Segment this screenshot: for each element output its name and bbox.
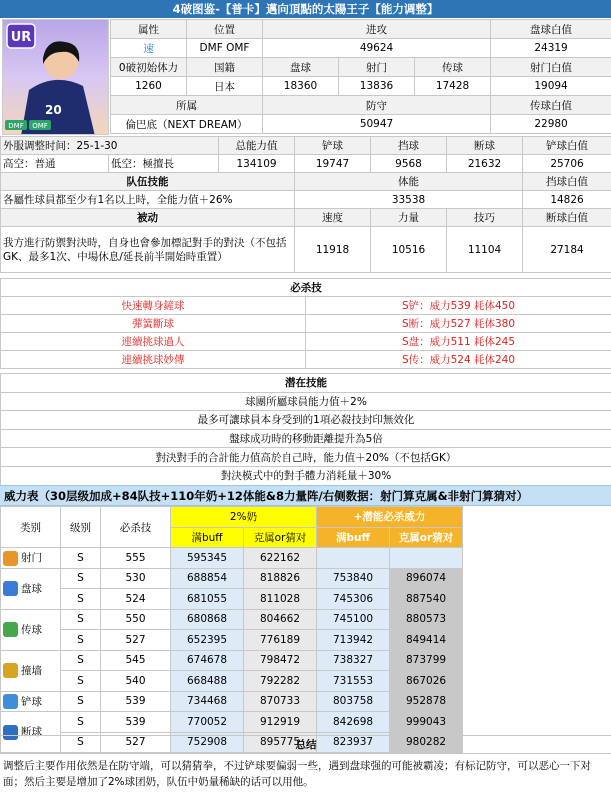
val-b: 818826 [244, 568, 317, 589]
sk: 555 [101, 548, 171, 569]
val-d: 999043 [390, 712, 463, 733]
v-tackle: 19747 [295, 155, 371, 173]
col-level: 级别 [61, 507, 101, 548]
info-table-top [110, 19, 611, 134]
h-total: 总能力值 [219, 137, 295, 155]
summary-text: 调整后主要作用依然是在防守端，可以猜猜拳，不过铲球要偏弱一些，遇到盘球强的可能被霸凌；有标记防守，可以恶心一下对面；然后主要是增加了2%球团奶，队伍中奶量稀缺的话可以用他。 [0, 753, 611, 803]
summary-header [0, 735, 611, 754]
v-shoot: 13836 [339, 77, 415, 96]
power-table-title: 威力表（30层级加成+84队技+110年奶+12体能&8力量阵/右侧数据：射门算克属&非射门算猜对） [0, 485, 611, 506]
potential-item: 球團所屬球員能力值＋2% [1, 392, 611, 411]
h-tackle-white: 铲球白值 [523, 137, 611, 155]
potential-item: 盤球成功時的移動距離提升為5倍 [1, 429, 611, 448]
v-speed: 11918 [295, 227, 371, 273]
v-tackle-white: 25706 [523, 155, 611, 173]
potential-item: 最多可讓球員本身受到的1項必殺技封印無效化 [1, 411, 611, 430]
val-a: 770052 [171, 712, 244, 733]
wall-pass-icon [3, 663, 18, 678]
col-skill: 必杀技 [101, 507, 171, 548]
card-tag-1: DMF [8, 122, 24, 130]
card-badge: UR [10, 30, 32, 45]
lv: S [61, 712, 101, 733]
val-a: 668488 [171, 671, 244, 692]
power-table [0, 506, 611, 753]
lv: S [61, 650, 101, 671]
skill-name: 連續挑球妙傳 [1, 351, 306, 369]
h-block-white: 挡球白值 [523, 173, 611, 191]
v-attack: 49624 [263, 39, 491, 58]
skills-label: 必杀技 [1, 279, 611, 297]
cat-shoot [1, 548, 61, 569]
val-d: 849414 [390, 630, 463, 651]
blank-area [463, 507, 611, 753]
val-d: 896074 [390, 568, 463, 589]
val-b: 804662 [244, 609, 317, 630]
potential-item: 對決對手的合計能力值高於自己時，能力值＋20%（不包括GK） [1, 448, 611, 467]
h-technique: 技巧 [447, 209, 523, 227]
val-d: 980282 [390, 732, 463, 753]
val-a: 595345 [171, 548, 244, 569]
sub-maxbuff: 满buff [171, 527, 244, 548]
val-d: 952878 [390, 691, 463, 712]
lv: S [61, 589, 101, 610]
cat-label: 撞墙 [21, 664, 42, 677]
v-block-white: 14826 [523, 191, 611, 209]
val-c: 738327 [317, 650, 390, 671]
skill-stat: S传：威力524 耗体240 [306, 351, 611, 369]
cat-tackle [1, 691, 61, 712]
cat-label: 断球 [21, 726, 42, 739]
card-number: 20 [45, 103, 62, 117]
val-b: 811028 [244, 589, 317, 610]
v-nation: 日本 [187, 77, 263, 96]
h-physical: 体能 [295, 173, 523, 191]
val-b: 792282 [244, 671, 317, 692]
potential-skills-table [0, 373, 611, 486]
skill-name: 彈簧斷球 [1, 315, 306, 333]
h-dribble: 盘球 [263, 58, 339, 77]
passive-text: 我方進行防禦對決時，自身也會參加標記對手的對決（不包括GK、最多1次、中場休息/延長前半開始時重置） [1, 227, 295, 273]
v-physical: 33538 [295, 191, 523, 209]
potential-label: 潜在技能 [1, 374, 611, 393]
pass-icon [3, 622, 18, 637]
val-b: 912919 [244, 712, 317, 733]
cat-wall [1, 650, 61, 691]
val-c: 753840 [317, 568, 390, 589]
val-c: 745100 [317, 609, 390, 630]
h-defense: 防守 [263, 96, 491, 115]
lv: S [61, 691, 101, 712]
sk: 550 [101, 609, 171, 630]
val-c: 803758 [317, 691, 390, 712]
lv: S [61, 671, 101, 692]
val-c: 842698 [317, 712, 390, 733]
sk: 530 [101, 568, 171, 589]
sk: 539 [101, 712, 171, 733]
lv: S [61, 630, 101, 651]
h-shoot: 射门 [339, 58, 415, 77]
sub-counter: 克属or猜对 [390, 527, 463, 548]
v-intercept-white: 27184 [523, 227, 611, 273]
lv: S [61, 568, 101, 589]
card-image [3, 20, 109, 135]
sub-counter: 克属or猜对 [244, 527, 317, 548]
val-b: 870733 [244, 691, 317, 712]
h-shoot-white: 射门白值 [491, 58, 611, 77]
passive-label: 被动 [1, 209, 295, 227]
val-c: 745306 [317, 589, 390, 610]
sk: 539 [101, 691, 171, 712]
h-dribble-white: 盘球白值 [491, 20, 611, 39]
sub-maxbuff: 满buff [317, 527, 390, 548]
val-b: 895775 [244, 732, 317, 753]
sk: 545 [101, 650, 171, 671]
val-d: 867026 [390, 671, 463, 692]
v-low-ball: 低空：極擅長 [109, 155, 219, 173]
v-high-ball: 高空：普通 [1, 155, 109, 173]
h-pass: 传球 [415, 58, 491, 77]
skill-name: 快速轉身鏟球 [1, 297, 306, 315]
page-title: 4破图鉴-【普卡】邁向頂點的太陽王子【能力调整】 [0, 0, 611, 18]
val-a: 681055 [171, 589, 244, 610]
h-tackle: 铲球 [295, 137, 371, 155]
skill-stat: S铲：威力539 耗体450 [306, 297, 611, 315]
cat-dribble [1, 568, 61, 609]
v-pass: 17428 [415, 77, 491, 96]
h-block: 挡球 [371, 137, 447, 155]
val-a: 734468 [171, 691, 244, 712]
team-skill-text: 各屬性球員都至少有1名以上時，全能力值＋26% [1, 191, 295, 209]
cat-label: 射门 [21, 552, 42, 564]
v-team: 倫巴底（NEXT DREAM） [111, 115, 263, 134]
v-intercept: 21632 [447, 155, 523, 173]
v-shoot-white: 19094 [491, 77, 611, 96]
v-technique: 11104 [447, 227, 523, 273]
h-stamina: 0破初始体力 [111, 58, 187, 77]
val-b: 798472 [244, 650, 317, 671]
val-a: 674678 [171, 650, 244, 671]
h-power: 力量 [371, 209, 447, 227]
sk: 527 [101, 630, 171, 651]
tackle-icon [3, 694, 18, 709]
info-table-bottom [0, 136, 611, 273]
h-attack: 进攻 [263, 20, 491, 39]
v-pos: DMF OMF [187, 39, 263, 58]
cat-pass [1, 609, 61, 650]
h-team: 所属 [111, 96, 263, 115]
team-skill-label: 队伍技能 [1, 173, 295, 191]
val-d [390, 548, 463, 569]
val-c [317, 548, 390, 569]
val-a: 752908 [171, 732, 244, 753]
val-a: 688854 [171, 568, 244, 589]
val-c: 731553 [317, 671, 390, 692]
skill-stat: S盘：威力511 耗体245 [306, 333, 611, 351]
lv: S [61, 732, 101, 753]
card-tag-2: OMF [32, 122, 48, 130]
val-a: 680868 [171, 609, 244, 630]
special-skills-table [0, 278, 611, 369]
h-adjust-date: 外服调整时间：25-1-30 [1, 137, 219, 155]
group-potential: +潜能必杀威力 [317, 507, 463, 528]
group-2pct: 2%奶 [171, 507, 317, 528]
h-attr: 属性 [111, 20, 187, 39]
h-speed: 速度 [295, 209, 371, 227]
v-total: 134109 [219, 155, 295, 173]
sk: 524 [101, 589, 171, 610]
shoot-icon [3, 551, 18, 566]
h-intercept-white: 断球白值 [523, 209, 611, 227]
v-block: 9568 [371, 155, 447, 173]
cat-label: 铲球 [21, 695, 42, 708]
lv: S [61, 609, 101, 630]
skill-name: 連續挑球過人 [1, 333, 306, 351]
val-c: 713942 [317, 630, 390, 651]
sk: 540 [101, 671, 171, 692]
h-intercept: 断球 [447, 137, 523, 155]
v-power: 10516 [371, 227, 447, 273]
h-pos: 位置 [187, 20, 263, 39]
val-b: 776189 [244, 630, 317, 651]
val-b: 622162 [244, 548, 317, 569]
sk: 527 [101, 732, 171, 753]
cat-label: 盘球 [21, 582, 42, 595]
skill-stat: S断：威力527 耗体380 [306, 315, 611, 333]
lv: S [61, 548, 101, 569]
col-type: 类别 [1, 507, 61, 548]
v-dribble: 18360 [263, 77, 339, 96]
h-nation: 国籍 [187, 58, 263, 77]
v-attr: 速 [111, 39, 187, 58]
card-portrait [2, 19, 109, 135]
v-pass-white: 22980 [491, 115, 611, 134]
v-dribble-white: 24319 [491, 39, 611, 58]
h-pass-white: 传球白值 [491, 96, 611, 115]
cat-label: 传球 [21, 623, 42, 636]
val-d: 887540 [390, 589, 463, 610]
val-a: 652395 [171, 630, 244, 651]
potential-item: 對決模式中的對手體力消耗量＋30% [1, 466, 611, 485]
summary-label: 总结 [1, 736, 611, 754]
val-d: 873799 [390, 650, 463, 671]
val-d: 880573 [390, 609, 463, 630]
v-stamina: 1260 [111, 77, 187, 96]
val-c: 823937 [317, 732, 390, 753]
v-defense: 50947 [263, 115, 491, 134]
dribble-icon [3, 581, 18, 596]
